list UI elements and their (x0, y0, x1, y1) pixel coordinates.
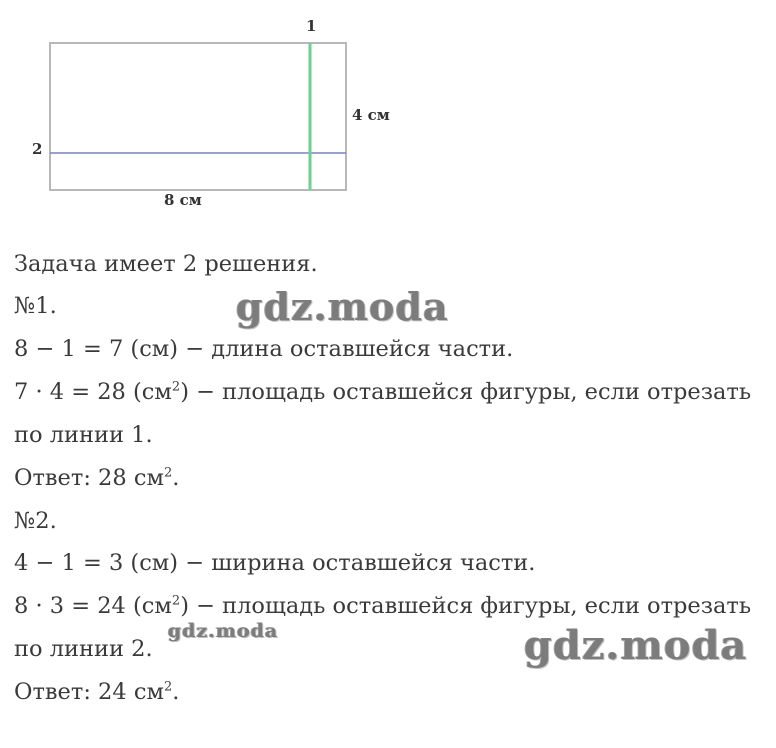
solution-1-step-1: 8 − 1 = 7 (см) − длина оставшейся части. (14, 336, 514, 362)
solution-1-answer: Ответ: 28 $см^2$. (14, 465, 180, 491)
rectangle-outline (50, 43, 346, 190)
watermark-logo-small: gdz.moda (168, 620, 279, 642)
label-width: 8 см (164, 191, 202, 209)
watermark-logo: gdz.moda (236, 284, 449, 329)
label-line-2: 2 (32, 140, 43, 158)
solution-1-title: №1. (14, 293, 57, 319)
label-height: 4 см (352, 106, 390, 124)
solution-1-step-2-cont: по линии 1. (14, 422, 153, 448)
intro-text: Задача имеет 2 решения. (14, 251, 318, 277)
solution-2-answer: Ответ: 24 $см^2$. (14, 679, 180, 705)
solution-1-step-2: 7 · 4 = 28 $(см^2)$ − площадь оставшейся фигуры, если отрезать (14, 379, 752, 405)
solution-2-step-1: 4 − 1 = 3 (см) − ширина оставшейся части. (14, 550, 536, 576)
solution-2-title: №2. (14, 508, 57, 534)
solution-2-step-2-cont: по линии 2. (14, 636, 153, 662)
watermark-logo-large: gdz.moda (524, 622, 748, 669)
label-line-1: 1 (306, 17, 317, 35)
solution-2-step-2: 8 · 3 = 24 $(см^2)$ − площадь оставшейся фигуры, если отрезать (14, 593, 752, 619)
